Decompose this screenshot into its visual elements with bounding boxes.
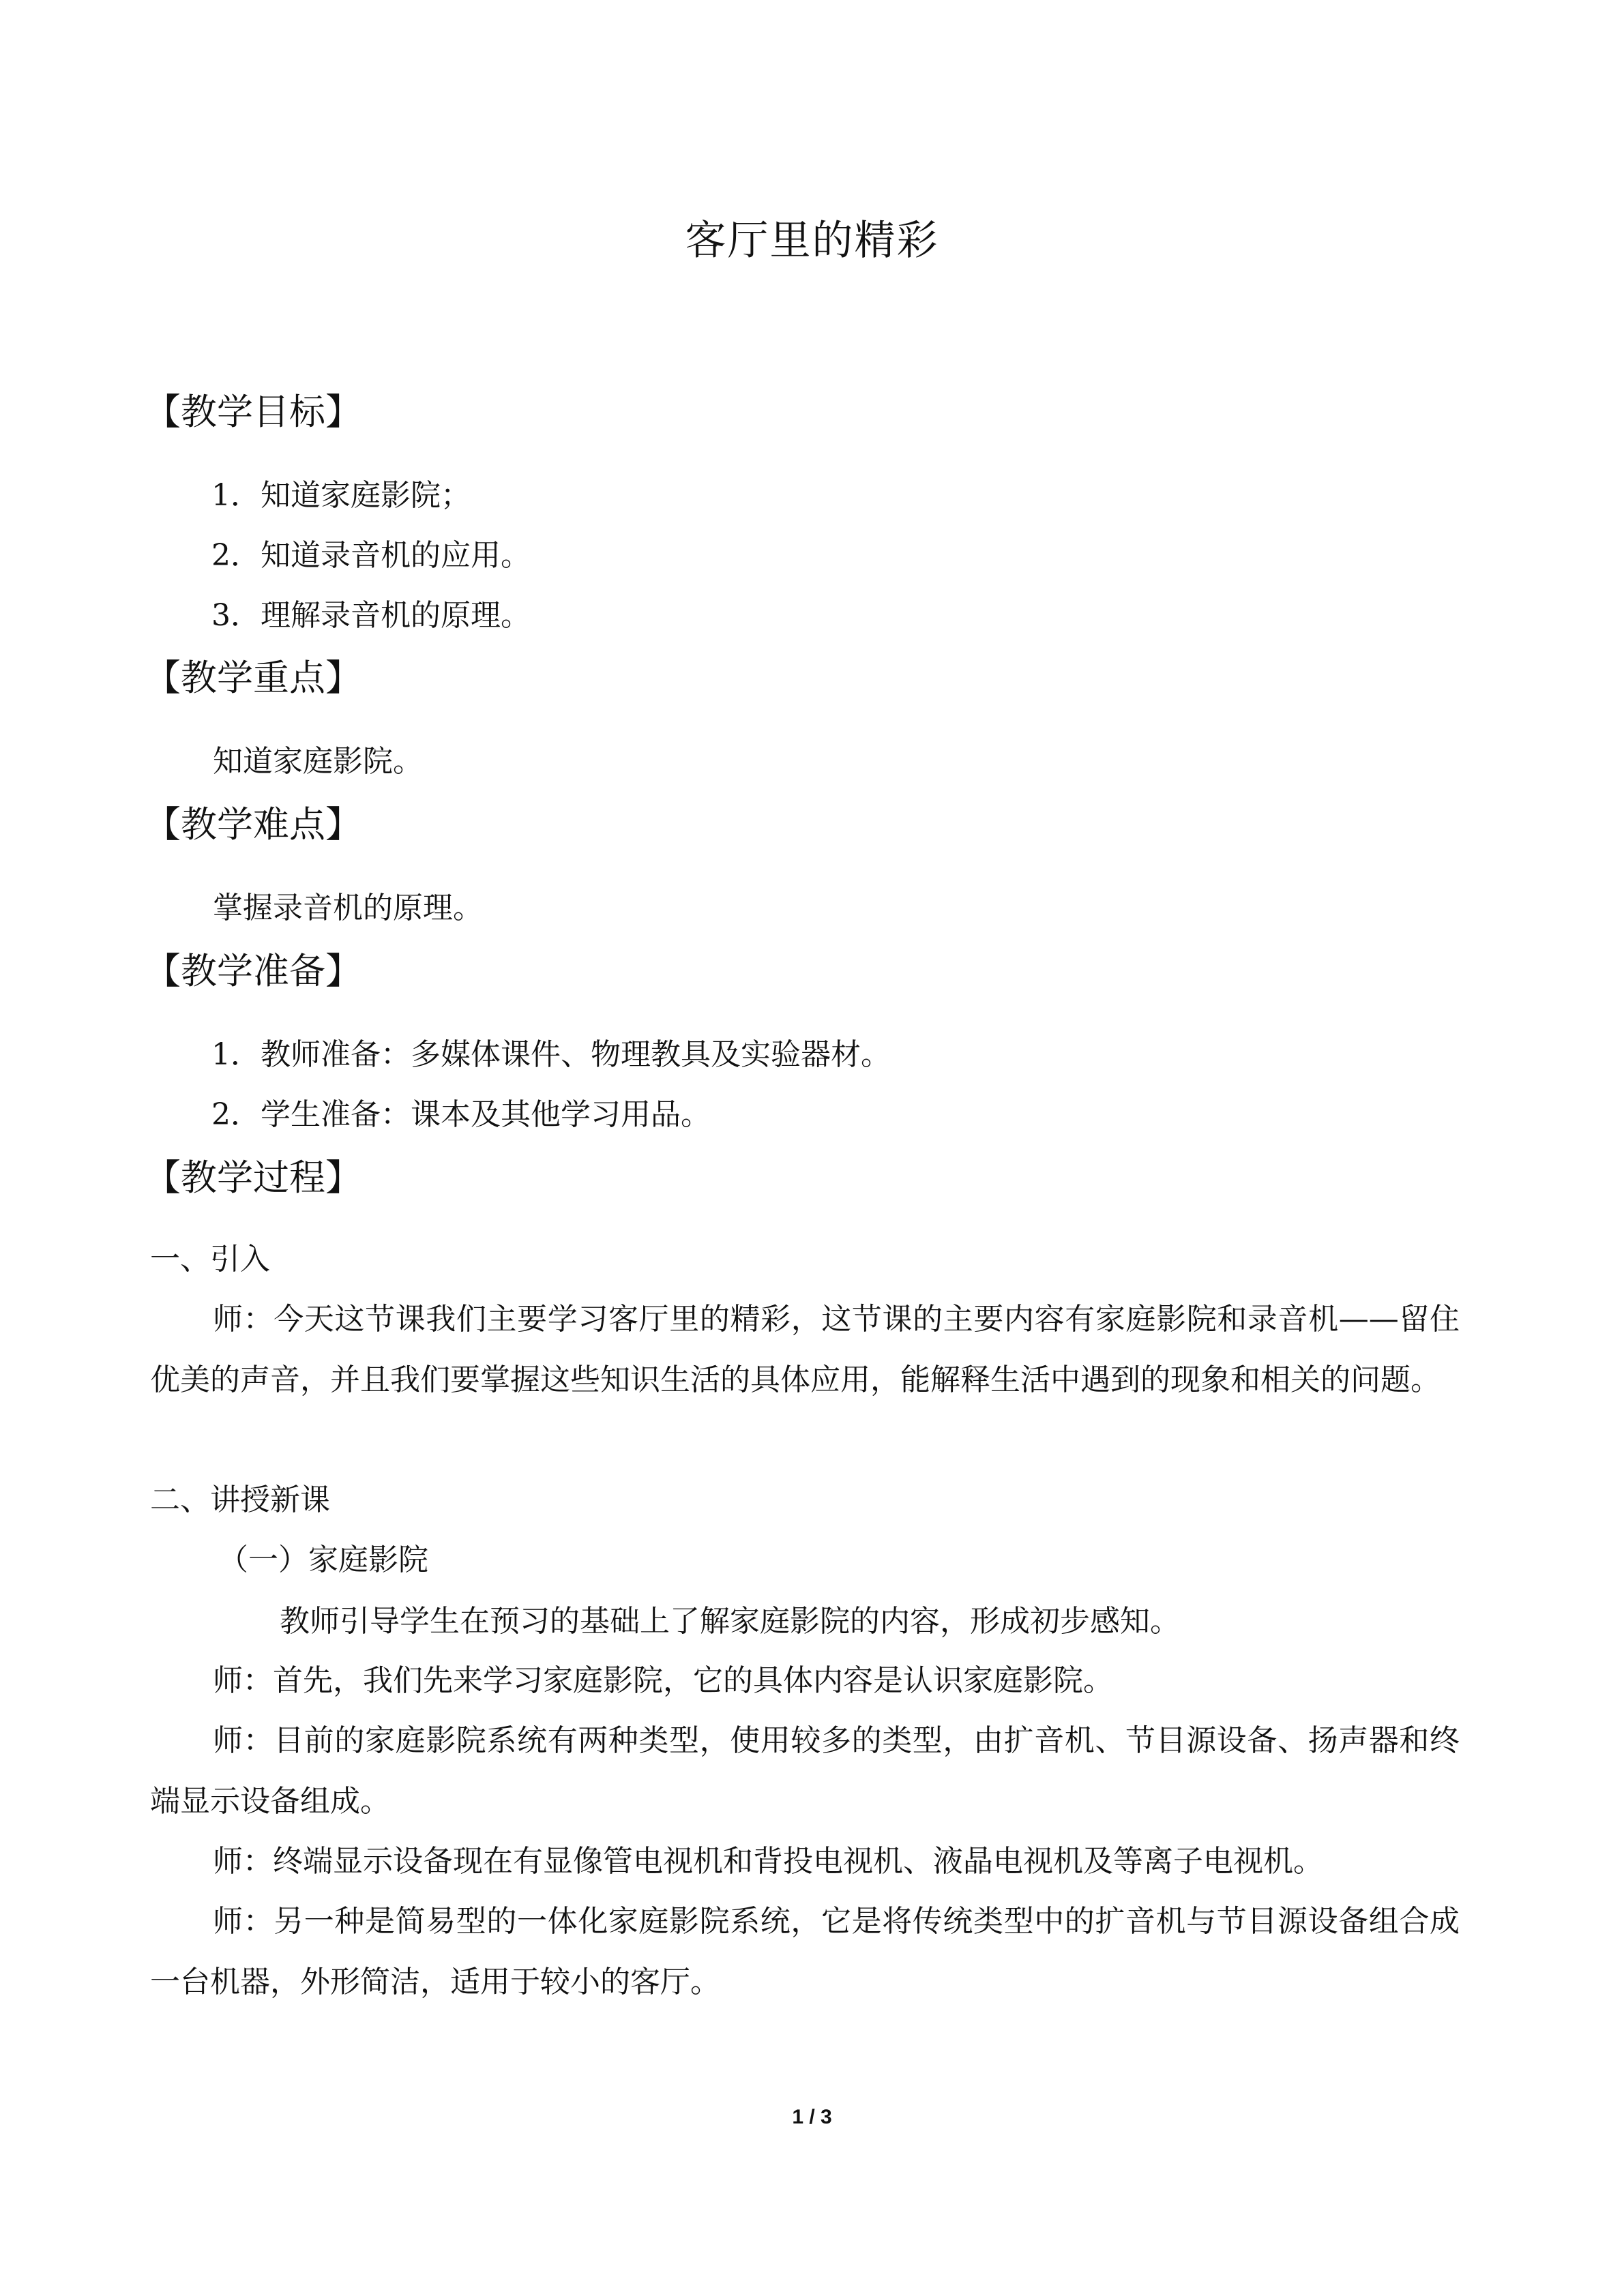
lesson-paragraph: 师：另一种是简易型的一体化家庭影院系统，它是将传统类型中的扩音机与节目源设备组合成一台机器，外形简洁，适用于较小的客厅。 xyxy=(150,1904,1460,1999)
new-lesson-heading: 二、讲授新课 xyxy=(150,1482,330,1517)
intro-heading: 一、引入 xyxy=(150,1242,270,1277)
preparation-item: 1．教师准备：多媒体课件、物理教具及实验器材。 xyxy=(211,1037,891,1072)
difficulties-text: 掌握录音机的原理。 xyxy=(213,891,483,925)
key-points-text: 知道家庭影院。 xyxy=(213,744,423,779)
lesson-paragraph: 师：终端显示设备现在有显像管电视机和背投电视机、液晶电视机及等离子电视机。 xyxy=(213,1844,1323,1879)
page-title: 客厅里的精彩 xyxy=(685,217,939,265)
lesson-paragraph: 师：目前的家庭影院系统有两种类型，使用较多的类型，由扩音机、节目源设备、扬声器和终端显示设备组成。 xyxy=(150,1723,1460,1819)
objective-item: 2．知道录音机的应用。 xyxy=(211,538,531,573)
difficulties-heading: 【教学难点】 xyxy=(145,804,361,846)
preparation-heading: 【教学准备】 xyxy=(145,951,361,992)
lesson-paragraph: 师：首先，我们先来学习家庭影院，它的具体内容是认识家庭影院。 xyxy=(213,1663,1113,1698)
key-points-heading: 【教学重点】 xyxy=(145,657,361,699)
page-number: 1 / 3 xyxy=(792,2106,832,2128)
lesson-paragraph: 教师引导学生在预习的基础上了解家庭影院的内容，形成初步感知。 xyxy=(280,1604,1180,1639)
intro-paragraph: 师：今天这节课我们主要学习客厅里的精彩，这节课的主要内容有家庭影院和录音机——留住优美的声音，并且我们要掌握这些知识生活的具体应用，能解释生活中遇到的现象和相关的问题。 xyxy=(150,1302,1460,1397)
objective-item: 3．理解录音机的原理。 xyxy=(211,598,531,633)
preparation-item: 2．学生准备：课本及其他学习用品。 xyxy=(211,1097,711,1132)
home-theater-subheading: （一）家庭影院 xyxy=(218,1542,428,1577)
process-heading: 【教学过程】 xyxy=(145,1157,361,1199)
objective-item: 1．知道家庭影院； xyxy=(211,478,471,513)
objectives-heading: 【教学目标】 xyxy=(145,391,361,433)
